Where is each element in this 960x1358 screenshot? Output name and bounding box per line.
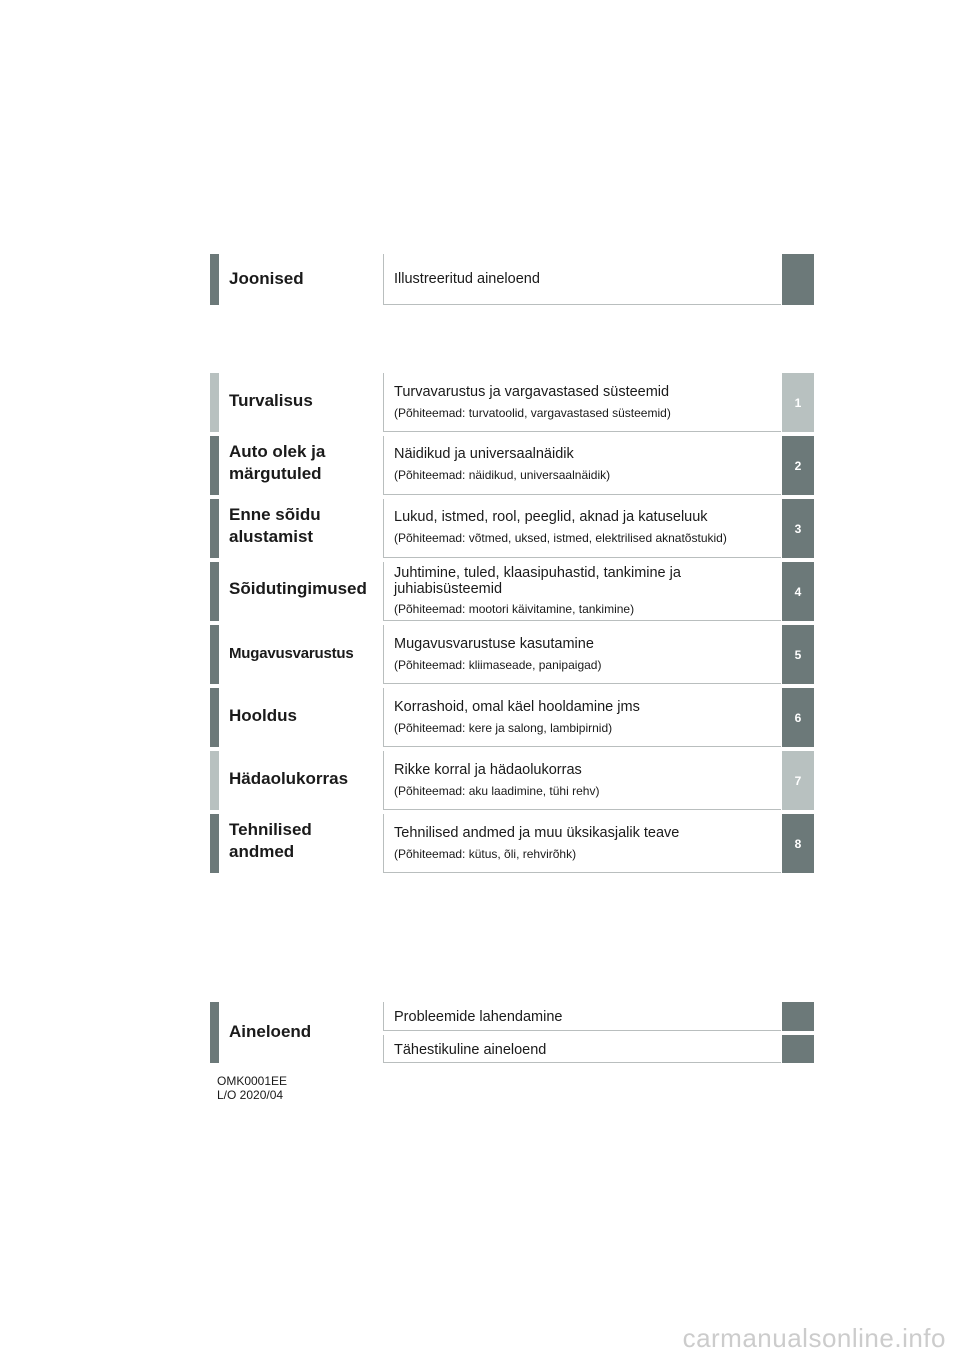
document-code: OMK0001EE (217, 1074, 288, 1088)
index-item-label: Probleemide lahendamine (394, 1009, 563, 1025)
index-item-box (383, 1002, 781, 1031)
section-tab[interactable] (782, 254, 814, 305)
chapter-sub-text: (Põhiteemad: võtmed, uksed, istmed, elektrilised aknatõstukid) (394, 531, 727, 545)
section-illustrations[interactable] (210, 254, 814, 305)
chapter-title: Mugavusvarustus (229, 645, 354, 662)
index-item-tab (782, 1002, 814, 1031)
chapter-bar (210, 625, 219, 684)
chapter-description (383, 499, 781, 558)
chapter-7[interactable] (210, 751, 814, 810)
chapter-description (383, 814, 781, 873)
chapter-description (383, 688, 781, 747)
chapter-bar (210, 688, 219, 747)
chapter-main-line: juhiabisüsteemid (394, 581, 503, 597)
document-footer (217, 1074, 287, 1102)
chapter-bar (210, 814, 219, 873)
chapter-tab-7[interactable]: 7 (782, 751, 814, 810)
chapter-tab-8[interactable]: 8 (782, 814, 814, 873)
section-bar (210, 1002, 219, 1063)
chapter-bar (210, 436, 219, 495)
section-bar (210, 254, 219, 305)
watermark: carmanualsonline.info (682, 1323, 946, 1353)
chapter-title: Turvalisus (229, 391, 313, 410)
chapter-bar (210, 562, 219, 621)
chapter-title: Sõidutingimused (229, 579, 367, 598)
chapter-sub-text: (Põhiteemad: kere ja salong, lambipirnid) (394, 721, 613, 735)
chapter-main-text: Mugavusvarustuse kasutamine (394, 636, 594, 652)
chapter-bar (210, 373, 219, 432)
chapter-title-line: Auto olek ja (229, 442, 326, 461)
chapter-title-line: Enne sõidu (229, 505, 321, 524)
chapter-8[interactable] (210, 814, 814, 873)
chapter-description (383, 562, 781, 621)
chapter-6[interactable] (210, 688, 814, 747)
chapter-sub-text: (Põhiteemad: aku laadimine, tühi rehv) (394, 784, 600, 798)
document-date: L/O 2020/04 (217, 1088, 284, 1102)
index-item-box (383, 1035, 781, 1063)
chapter-sub-text: (Põhiteemad: näidikud, universaalnäidik) (394, 468, 611, 482)
chapter-4[interactable] (210, 562, 814, 621)
chapter-1[interactable] (210, 373, 814, 432)
index-item-tab (782, 1035, 814, 1063)
section-title: Aineloend (229, 1022, 312, 1041)
chapter-title (229, 504, 379, 548)
chapter-title-line: Tehnilised (229, 820, 312, 839)
index-item-troubleshooting[interactable] (383, 1002, 814, 1031)
chapter-title (229, 819, 379, 863)
chapter-main-text: Lukud, istmed, rool, peeglid, aknad ja katuseluuk (394, 509, 708, 525)
chapter-sub-text: (Põhiteemad: kliimaseade, panipaigad) (394, 658, 602, 672)
chapter-tab-3[interactable]: 3 (782, 499, 814, 558)
chapter-title: Hooldus (229, 706, 297, 725)
chapter-main-text: Turvavarustus ja vargavastased süsteemid (394, 384, 670, 400)
chapter-main-text: Korrashoid, omal käel hooldamine jms (394, 699, 640, 715)
chapter-bar (210, 751, 219, 810)
chapter-5[interactable] (210, 625, 814, 684)
section-description (383, 254, 781, 305)
chapter-sub-text: (Põhiteemad: turvatoolid, vargavastased süsteemid) (394, 406, 671, 420)
chapter-title-line: alustamist (229, 527, 314, 546)
chapter-main-text (394, 565, 681, 597)
chapter-description (383, 751, 781, 810)
chapter-description (383, 373, 781, 432)
section-title: Joonised (229, 269, 304, 288)
chapter-description (383, 625, 781, 684)
chapter-tab-5[interactable]: 5 (782, 625, 814, 684)
chapter-title-line: märgutuled (229, 464, 322, 483)
chapter-bar (210, 499, 219, 558)
chapter-2[interactable] (210, 436, 814, 495)
chapter-main-text: Rikke korral ja hädaolukorras (394, 762, 582, 778)
chapter-3[interactable] (210, 499, 814, 558)
chapter-tab-1[interactable]: 1 (782, 373, 814, 432)
chapter-tab-6[interactable]: 6 (782, 688, 814, 747)
chapter-title: Hädaolukorras (229, 769, 349, 788)
index-item-label: Tähestikuline aineloend (394, 1042, 547, 1058)
chapter-title (229, 441, 379, 485)
chapter-main-line: Juhtimine, tuled, klaasipuhastid, tankimine ja (394, 565, 681, 581)
chapter-tab-2[interactable]: 2 (782, 436, 814, 495)
chapter-sub-text: (Põhiteemad: kütus, õli, rehvirõhk) (394, 847, 577, 861)
chapter-description (383, 436, 781, 495)
chapter-main-text: Tehnilised andmed ja muu üksikasjalik teave (394, 825, 680, 841)
chapter-sub-text: (Põhiteemad: mootori käivitamine, tankimine) (394, 602, 635, 616)
chapter-title-line: andmed (229, 842, 295, 861)
chapter-main-text: Näidikud ja universaalnäidik (394, 446, 574, 462)
index-item-alphabetical[interactable] (383, 1035, 814, 1063)
section-index (210, 1002, 814, 1063)
section-main-text: Illustreeritud aineloend (394, 271, 540, 287)
chapter-tab-4[interactable]: 4 (782, 562, 814, 621)
